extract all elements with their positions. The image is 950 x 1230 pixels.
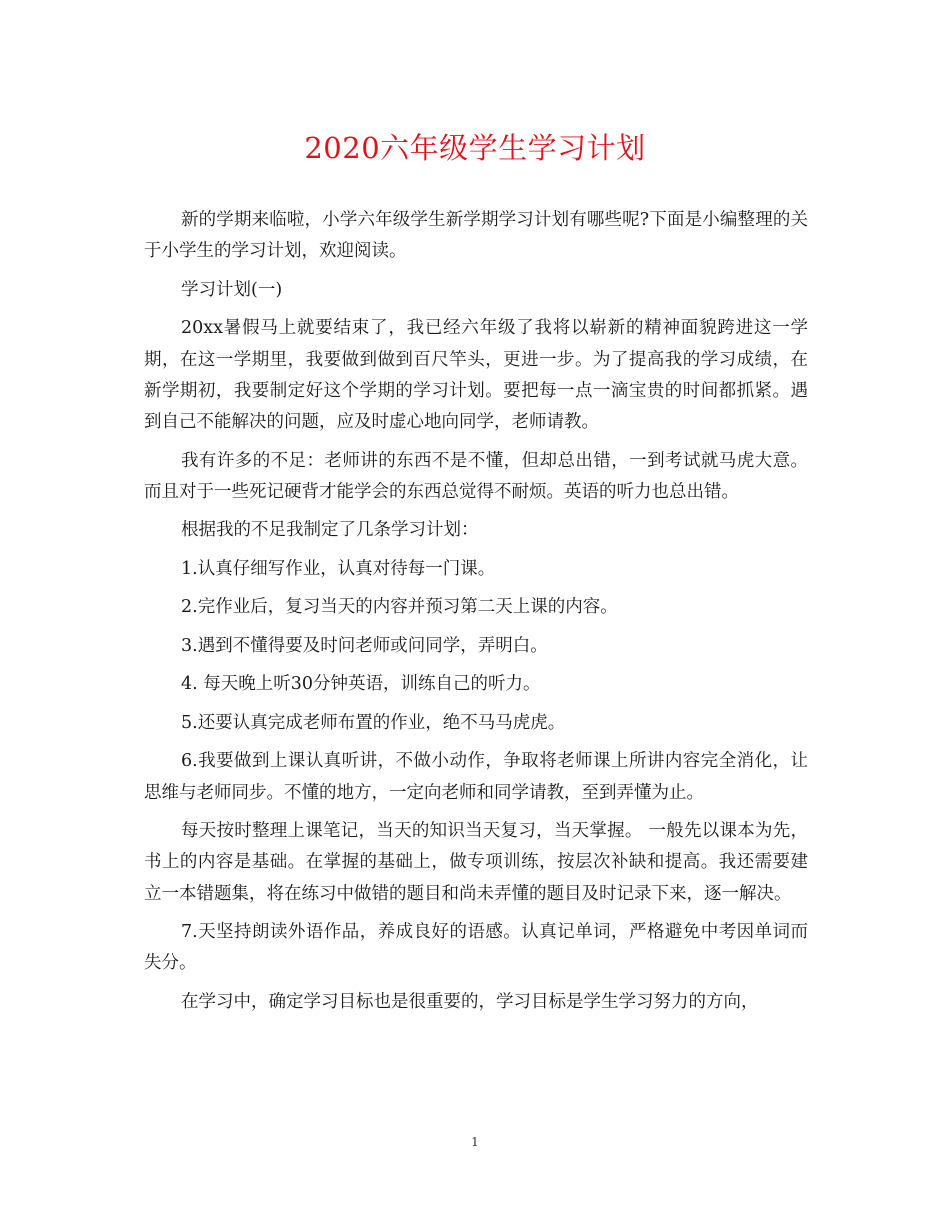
list-item: 4. 每天晚上听30分钟英语，训练自己的听力。 [181,674,541,695]
page-number: 1 [471,1135,479,1149]
paragraph: 在学习中，确定学习目标也是很重要的，学习目标是学生学习努力的方向， [181,991,759,1012]
document-title: 2020六年级学生学习计划 [304,131,646,165]
paragraph: 根据我的不足我制定了几条学习计划： [181,520,479,541]
list-item: 2.完作业后，复习当天的内容并预习第二天上课的内容。 [181,597,618,618]
list-item: 6.我要做到上课认真听讲，不做小动作，争取将老师课上所讲内容完全消化，让思维与老师同步。不懂的地方，一定向老师和同学请教，至到弄懂为止。 [144,751,808,803]
paragraph-intro: 新的学期来临啦，小学六年级学生新学期学习计划有哪些呢?下面是小编整理的关于小学生的学习计划，欢迎阅读。 [144,210,808,262]
paragraph: 我有许多的不足：老师讲的东西不是不懂，但却总出错，一到考试就马虎大意。而且对于一些死记硬背才能学会的东西总觉得不耐烦。英语的听力也总出错。 [144,450,808,502]
list-item: 7.天坚持朗读外语作品，养成良好的语感。认真记单词，严格避免中考因单词而失分。 [144,922,808,974]
paragraph: 20xx暑假马上就要结束了，我已经六年级了我将以崭新的精神面貌跨进这一学期，在这一学期里，我要做到做到百尺竿头，更进一步。为了提高我的学习成绩，在新学期初，我要制定好这个学期的学习计划。要把每一点一滴宝贵的时间都抓紧。遇到自己不能解决的问题，应及时虚心地向同学，老师请教。 [144,318,808,433]
document-body [144,205,808,1025]
paragraph: 每天按时整理上课笔记，当天的知识当天复习，当天掌握。 一般先以课本为先，书上的内容是基础。在掌握的基础上，做专项训练，按层次补缺和提高。我还需要建立一本错题集，将在练习中做错的题目和尚未弄懂的题目及时记录下来，逐一解决。 [144,821,808,904]
section-heading-plan-1: 学习计划(一) [181,279,283,300]
list-item: 1.认真仔细写作业，认真对待每一门课。 [181,558,496,579]
list-item: 5.还要认真完成老师布置的作业，绝不马马虎虎。 [181,712,566,733]
list-item: 3.遇到不懂得要及时问老师或问同学，弄明白。 [181,635,548,656]
